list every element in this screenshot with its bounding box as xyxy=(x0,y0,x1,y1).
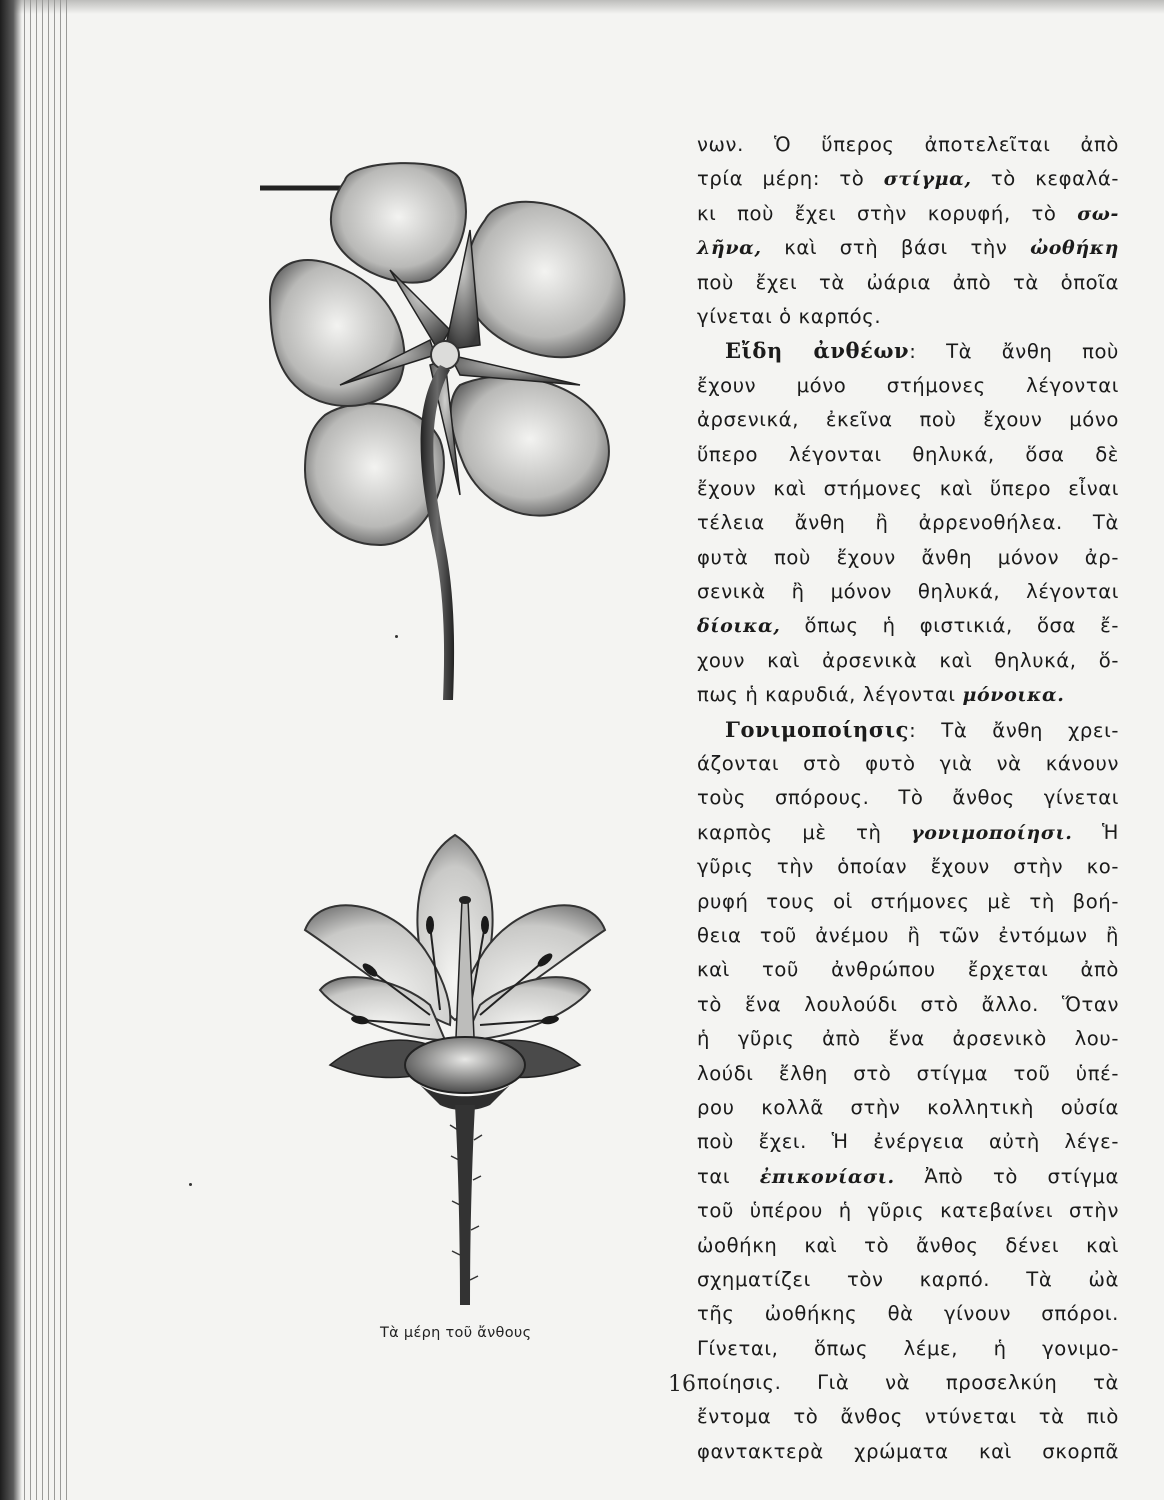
petal xyxy=(331,163,466,283)
page-edges xyxy=(0,0,70,1500)
text-line: τὸ ἕνα λουλούδι στὸ ἄλλο. Ὅταν xyxy=(697,992,1119,1016)
text-line: σχηματίζει τὸν καρπό. Τὰ ὠὰ xyxy=(697,1267,1119,1291)
text-line: ἀρσενικά, ἐκεῖνα ποὺ ἔχουν μόνο xyxy=(697,408,1119,432)
text-line: ται ἐπικονίασι. Ἀπὸ τὸ στίγμα xyxy=(697,1164,1119,1188)
page-edge xyxy=(36,0,37,1500)
text-line: γῦρις τὴν ὁποίαν ἔχουν στὴν κο- xyxy=(697,855,1119,879)
text-line: σενικὰ ἢ μόνον θηλυκά, λέγονται xyxy=(697,580,1119,604)
text-line: ὠοθήκη καὶ τὸ ἄνθος δένει καὶ xyxy=(697,1233,1119,1257)
page-edge xyxy=(66,0,67,1500)
body-text xyxy=(697,128,1119,1469)
page-edge xyxy=(60,0,61,1500)
petal xyxy=(451,376,609,515)
emphasized-term: ἐπικονίασι. xyxy=(759,1165,895,1188)
text-line: τοὺς σπόρους. Τὸ ἄνθος γίνεται xyxy=(697,786,1119,810)
text-line: ἔχουν καὶ στήμονες καὶ ὕπερο εἶναι xyxy=(697,476,1119,500)
page-edge xyxy=(54,0,55,1500)
text-line: ρυφή τους οἱ στήμονες μὲ τὴ βοή- xyxy=(697,889,1119,913)
flower-parts-illustration xyxy=(290,830,620,1310)
text-line: δίοικα, ὅπως ἡ φιστικιά, ὅσα ἔ- xyxy=(697,614,1119,638)
text-line: τῆς ὠοθήκης θὰ γίνουν σπόροι. xyxy=(697,1302,1119,1326)
stigma xyxy=(459,896,471,904)
print-speck xyxy=(189,1183,192,1186)
section-heading: Εἴδη ἀνθέων xyxy=(725,338,910,364)
print-speck xyxy=(395,635,398,638)
text-line: λούδι ἔλθη στὸ στίγμα τοῦ ὑπέ- xyxy=(697,1061,1119,1085)
emphasized-term: γονιμοποίησι. xyxy=(911,821,1073,844)
text-line: ἔντομα τὸ ἄνθος ντύνεται τὰ πιὸ xyxy=(697,1405,1119,1429)
text-line: τρία μέρη: τὸ στίγμα, τὸ κεφαλά- xyxy=(697,167,1119,191)
text-line: λῆνα, καὶ στὴ βάσι τὴν ὠοθήκη xyxy=(697,236,1119,260)
text-line: φαντακτερὰ χρώματα καὶ σκορπᾶ xyxy=(697,1439,1119,1463)
ovary xyxy=(405,1037,525,1093)
text-line: νων. Ὁ ὕπερος ἀποτελεῖται ἀπὸ xyxy=(697,133,1119,156)
spine-shadow xyxy=(0,0,22,1500)
text-line: φυτὰ ποὺ ἔχουν ἄνθη μόνον ἀρ- xyxy=(697,545,1119,569)
text-line: ποὺ ἔχει τὰ ὠάρια ἀπὸ τὰ ὁποῖα xyxy=(697,270,1119,294)
text-line: ποὺ ἔχει. Ἡ ἐνέργεια αὐτὴ λέγε- xyxy=(697,1130,1119,1154)
text-line: ρου κολλᾶ στὴν κολλητικὴ οὐσία xyxy=(697,1095,1119,1119)
petal xyxy=(465,202,624,357)
section-heading: Γονιμοποίησις xyxy=(725,716,910,742)
page-top-shadow xyxy=(0,0,1164,14)
text-line: άζονται στὸ φυτὸ γιὰ νὰ κάνουν xyxy=(697,752,1119,776)
text-line: Γονιμοποίησις: Τὰ ἄνθη χρει- xyxy=(725,716,1119,742)
page-edge xyxy=(24,0,25,1500)
page-edge xyxy=(42,0,43,1500)
text-line: θεια τοῦ ἀνέμου ἢ τῶν ἐντόμων ἢ xyxy=(697,923,1119,947)
emphasized-term: στίγμα, xyxy=(883,168,972,191)
text-line: ἔχουν μόνο στήμονες λέγονται xyxy=(697,373,1119,397)
emphasized-term: μόνοικα. xyxy=(962,684,1065,707)
emphasized-term: δίοικα, xyxy=(697,615,781,638)
page-edge xyxy=(30,0,31,1500)
text-line: χουν καὶ ἀρσενικὰ καὶ θηλυκά, ὅ- xyxy=(697,648,1119,672)
text-line: τοῦ ὑπέρου ἡ γῦρις κατεβαίνει στὴν xyxy=(697,1199,1119,1223)
text-line: καὶ τοῦ ἀνθρώπου ἔρχεται ἀπὸ xyxy=(697,958,1119,982)
text-line: καρπὸς μὲ τὴ γονιμοποίησι. Ἡ xyxy=(697,820,1119,844)
text-line: κι ποὺ ἔχει στὴν κορυφή, τὸ σω- xyxy=(697,201,1119,225)
emphasized-term: ὠοθήκη xyxy=(1030,237,1119,260)
petal xyxy=(270,260,404,406)
flower-back-view-illustration xyxy=(250,150,650,710)
text-line: ποίησις. Γιὰ νὰ προσελκύη τὰ xyxy=(697,1371,1119,1395)
page-number: 16 xyxy=(668,1372,696,1397)
text-line: ἡ γῦρις ἀπὸ ἕνα ἀρσενικὸ λου- xyxy=(697,1027,1119,1051)
text-line: Γίνεται, ὅπως λέμε, ἡ γονιμο- xyxy=(697,1336,1119,1360)
emphasized-term: σω- xyxy=(1077,202,1119,225)
text-line: πως ἡ καρυδιά, λέγονται μόνοικα. xyxy=(697,683,1065,707)
figure-caption: Τὰ μέρη τοῦ ἄνθους xyxy=(380,1325,532,1341)
text-line: γίνεται ὁ καρπός. xyxy=(697,304,882,328)
emphasized-term: λῆνα, xyxy=(697,237,762,260)
stem xyxy=(455,1105,475,1305)
text-line: τέλεια ἄνθη ἢ ἀρρενοθήλεα. Τὰ xyxy=(697,511,1119,535)
text-line: ὕπερο λέγονται θηλυκά, ὅσα δὲ xyxy=(697,442,1119,466)
receptacle xyxy=(431,341,459,369)
text-line: Εἴδη ἀνθέων: Τὰ ἄνθη ποὺ xyxy=(725,338,1119,364)
page-edge xyxy=(48,0,49,1500)
